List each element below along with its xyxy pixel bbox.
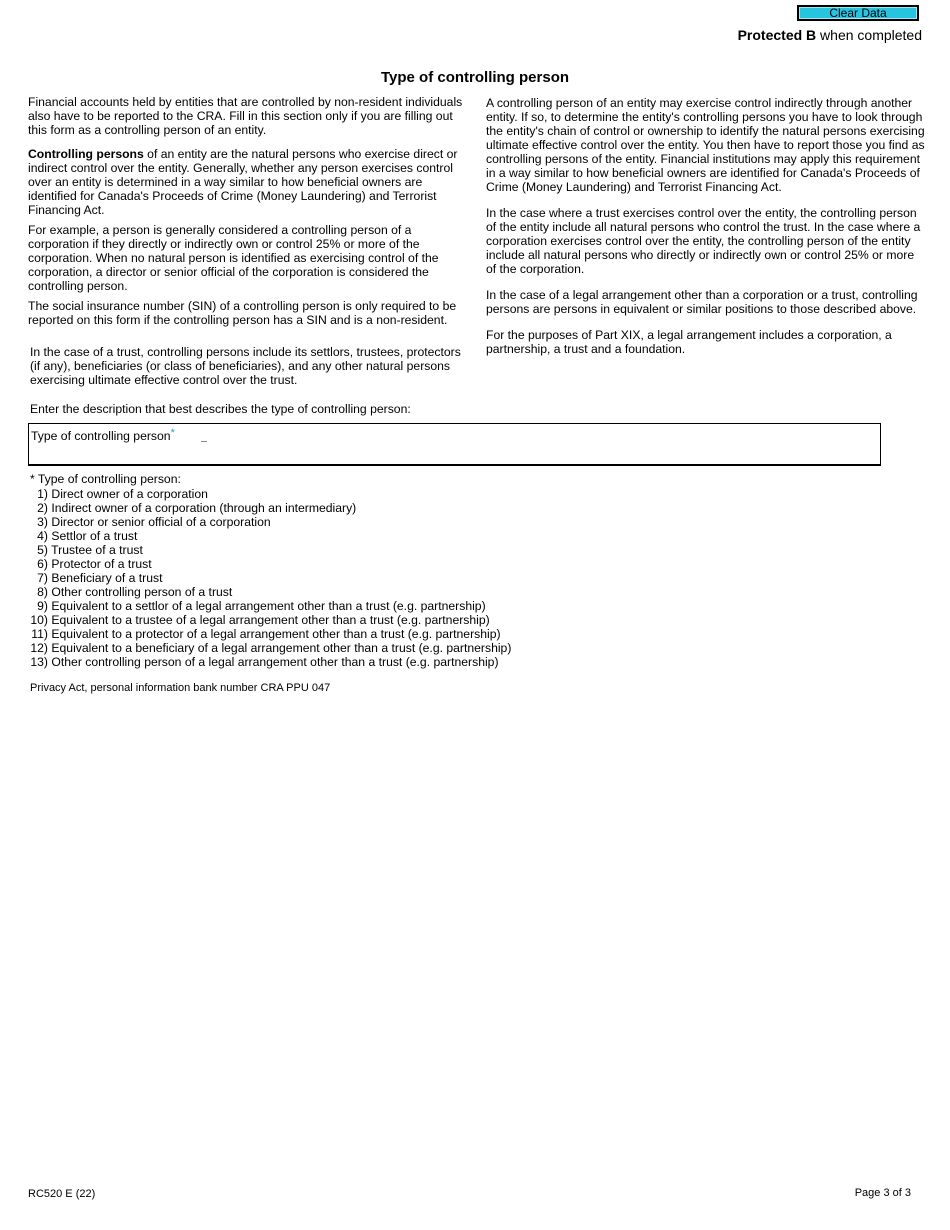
legend-item-text: Equivalent to a beneficiary of a legal arrangement other than a trust (e.g. partnership) (51, 641, 512, 655)
legend-item (28, 557, 511, 571)
form-code: RC520 E (22) (28, 1188, 96, 1200)
legend-item-number: 4) (37, 529, 48, 543)
legend-item (28, 487, 511, 501)
legend-item (28, 543, 511, 557)
field-prompt: Enter the description that best describes the type of controlling person: (30, 402, 411, 416)
legend-item-text: Equivalent to a protector of a legal arrangement other than a trust (e.g. partnership) (51, 627, 501, 641)
legend-item-text: Beneficiary of a trust (51, 571, 163, 585)
legend-item-number: 5) (37, 543, 48, 557)
privacy-notice: Privacy Act, personal information bank number CRA PPU 047 (30, 682, 331, 694)
legend-item-number: 12) (30, 641, 48, 655)
legend-item-number: 8) (37, 585, 48, 599)
legend-item (28, 641, 511, 655)
legend-item-text: Trustee of a trust (51, 543, 143, 557)
right-paragraph-4: For the purposes of Part XIX, a legal arrangement includes a corporation, a partnership, a trust and a foundation. (486, 328, 892, 356)
left-paragraph-3: For example, a person is generally considered a controlling person of a corporation if they directly or indirectly own or control 25% or more of the corporation. When no natural person is identified as exercising control of the corporation, a director or senior official of the corporation is considered the controlling person. (28, 223, 439, 293)
legend-item (28, 655, 511, 669)
legend-item (28, 515, 511, 529)
left-column (28, 95, 473, 387)
legend-item-number: 2) (37, 501, 48, 515)
legend-item-text: Other controlling person of a trust (51, 585, 233, 599)
protected-b-notice (738, 27, 922, 43)
legend-item-number: 11) (31, 627, 48, 641)
legend-heading: * Type of controlling person: (30, 472, 181, 486)
section-title: Type of controlling person (380, 69, 570, 86)
legend-item (28, 599, 511, 613)
legend-item (28, 627, 511, 641)
left-paragraph-2 (28, 147, 473, 217)
legend-item-number: 3) (37, 515, 48, 529)
protected-b-label: Protected B (737, 27, 817, 43)
legend-item (28, 529, 511, 543)
left-paragraph-2-text: of an entity are the natural persons who exercise direct or indirect control over the entity. Generally, whether any person exercises control over an entity is determined in a way similar to how beneficial owners are identified for Canada's Proceeds of Crime (Money Laundering) and Terrorist Financing Act. (28, 147, 458, 217)
legend-item-text: Other controlling person of a legal arrangement other than a trust (e.g. partnership) (51, 655, 499, 669)
left-paragraph-1: Financial accounts held by entities that are controlled by non-resident individuals also have to be reported to the CRA. Fill in this section only if you are filling out this form as a controlling person of an entity. (28, 95, 463, 137)
right-paragraph-1: A controlling person of an entity may exercise control indirectly through another entity. If so, to determine the entity's controlling persons you have to look through the entity's chain of control or ownership to identify the natural persons exercising ultimate effective control over the entity. You then have to report those you find as controlling persons of the entity. Financial institutions may apply this requirement in a way similar to how beneficial owners are identified for Canada's Proceeds of Crime (Money Laundering) and Terrorist Financing Act. (486, 96, 925, 194)
legend-item-number: 6) (37, 557, 48, 571)
legend-item (28, 571, 511, 585)
legend-item (28, 585, 511, 599)
controlling-persons-term: Controlling persons (28, 147, 144, 161)
legend-item-number: 1) (37, 487, 48, 501)
left-paragraph-4: The social insurance number (SIN) of a controlling person is only required to be reported on this form if the controlling person has a SIN and is a non-resident. (28, 299, 457, 327)
left-paragraph-5: In the case of a trust, controlling persons include its settlors, trustees, protectors (if any), beneficiaries (or class of beneficiaries), and any other natural persons exercising ultimate effective control over the trust. (30, 345, 461, 387)
legend-list (28, 487, 511, 669)
legend-item-text: Direct owner of a corporation (51, 487, 208, 501)
legend-item (28, 613, 511, 627)
right-paragraph-3: In the case of a legal arrangement other than a corporation or a trust, controlling persons are persons in equivalent or similar positions to those described above. (486, 288, 918, 316)
right-column (486, 96, 926, 356)
legend-item-text: Equivalent to a trustee of a legal arrangement other than a trust (e.g. partnership) (51, 613, 490, 627)
controlling-person-type-field[interactable] (28, 423, 881, 466)
clear-data-button[interactable]: Clear Data (797, 5, 919, 21)
legend-item-number: 13) (30, 655, 48, 669)
legend-item (28, 501, 511, 515)
required-asterisk: * (170, 427, 175, 439)
legend-item-number: 10) (30, 613, 48, 627)
legend-item-number: 9) (37, 599, 48, 613)
legend-item-text: Protector of a trust (51, 557, 152, 571)
right-paragraph-2: In the case where a trust exercises control over the entity, the controlling person of the entity include all natural persons who control the trust. In the case where a corporation exercises control over the entity, the controlling person of the entity include all natural persons who directly or indirectly own or control 25% or more of the corporation. (486, 206, 921, 276)
field-label (31, 429, 175, 444)
legend-item-text: Settlor of a trust (51, 529, 138, 543)
page-number: Page 3 of 3 (854, 1187, 911, 1199)
field-label-text: Type of controlling person (31, 429, 171, 443)
protected-b-suffix: when completed (816, 27, 922, 43)
legend-item-text: Indirect owner of a corporation (through an intermediary) (51, 501, 357, 515)
legend-item-text: Equivalent to a settlor of a legal arrangement other than a trust (e.g. partnership) (51, 599, 486, 613)
legend-item-text: Director or senior official of a corporation (51, 515, 271, 529)
legend-item-number: 7) (37, 571, 48, 585)
controlling-person-type-input[interactable] (201, 440, 207, 442)
